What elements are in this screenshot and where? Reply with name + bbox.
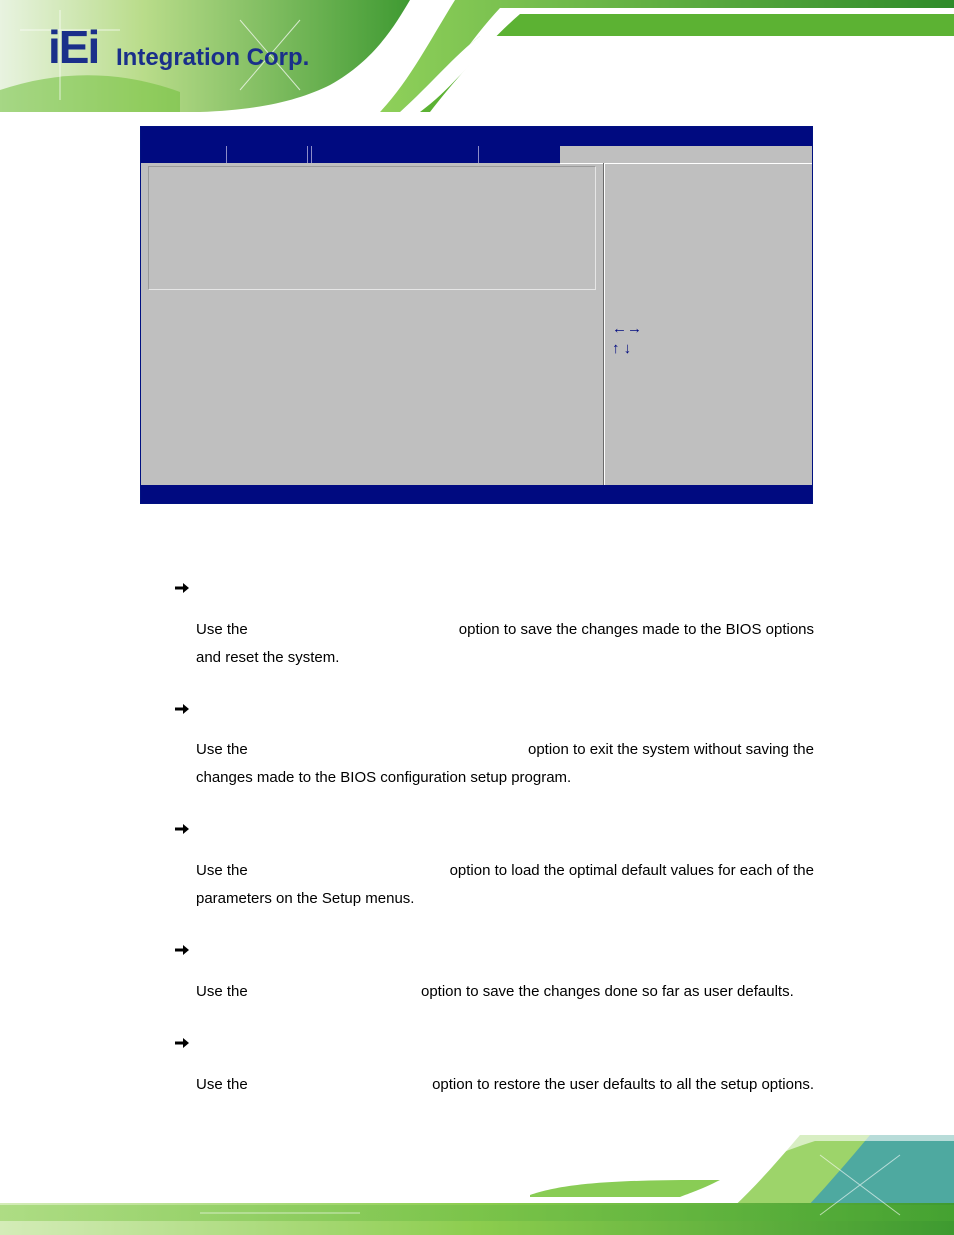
description-text: changes made to the BIOS configuration setup program. [196,769,572,786]
description-text: and reset the system. [196,649,340,666]
bios-exit-screen [140,126,813,504]
arrow-right-icon [174,702,190,716]
description-text: option to save the changes made to the BIOS options [458,621,814,638]
page-header-banner [0,0,954,118]
description-text: Use the [196,983,248,1000]
description-text: option to exit the system without saving the [528,741,814,758]
option-description-3 [196,857,814,913]
bios-menu-bar [141,146,812,163]
bios-key-left-right: ←→ [612,320,642,337]
bios-tab-1[interactable] [141,146,225,163]
description-text: Use the [196,862,248,879]
page-footer-banner [0,1135,954,1235]
logo-text: Integration Corp. [116,44,310,71]
option-description-5 [196,1071,814,1099]
option-description-4 [196,978,814,1006]
bios-tab-2[interactable] [226,146,307,163]
description-text: option to restore the user defaults to all the setup options. [432,1076,814,1093]
description-text: option to load the optimal default values for each of the [449,862,814,879]
bios-tab-3[interactable] [311,146,478,163]
option-description-1 [196,616,814,672]
footer-graphic [0,1135,954,1235]
arrow-right-icon [174,581,190,595]
description-text: option to save the changes done so far as user defaults. [421,983,794,1000]
bios-tab-active[interactable] [560,146,812,164]
bios-options-panel [141,163,603,485]
arrow-right-icon [174,822,190,836]
logo-mark: iEi [48,21,99,73]
description-text: parameters on the Setup menus. [196,890,415,907]
arrow-right-icon [174,1036,190,1050]
bios-help-panel [605,163,812,485]
bios-options-box [148,166,596,290]
bios-tab-4[interactable] [478,146,559,163]
option-description-2 [196,736,814,792]
bios-title-bar [141,127,812,146]
description-text: Use the [196,741,248,758]
arrow-right-icon [174,943,190,957]
bios-status-bar [141,485,812,503]
description-text: Use the [196,621,248,638]
description-text: Use the [196,1076,248,1093]
bios-key-up-down: ↑ ↓ [612,340,632,357]
